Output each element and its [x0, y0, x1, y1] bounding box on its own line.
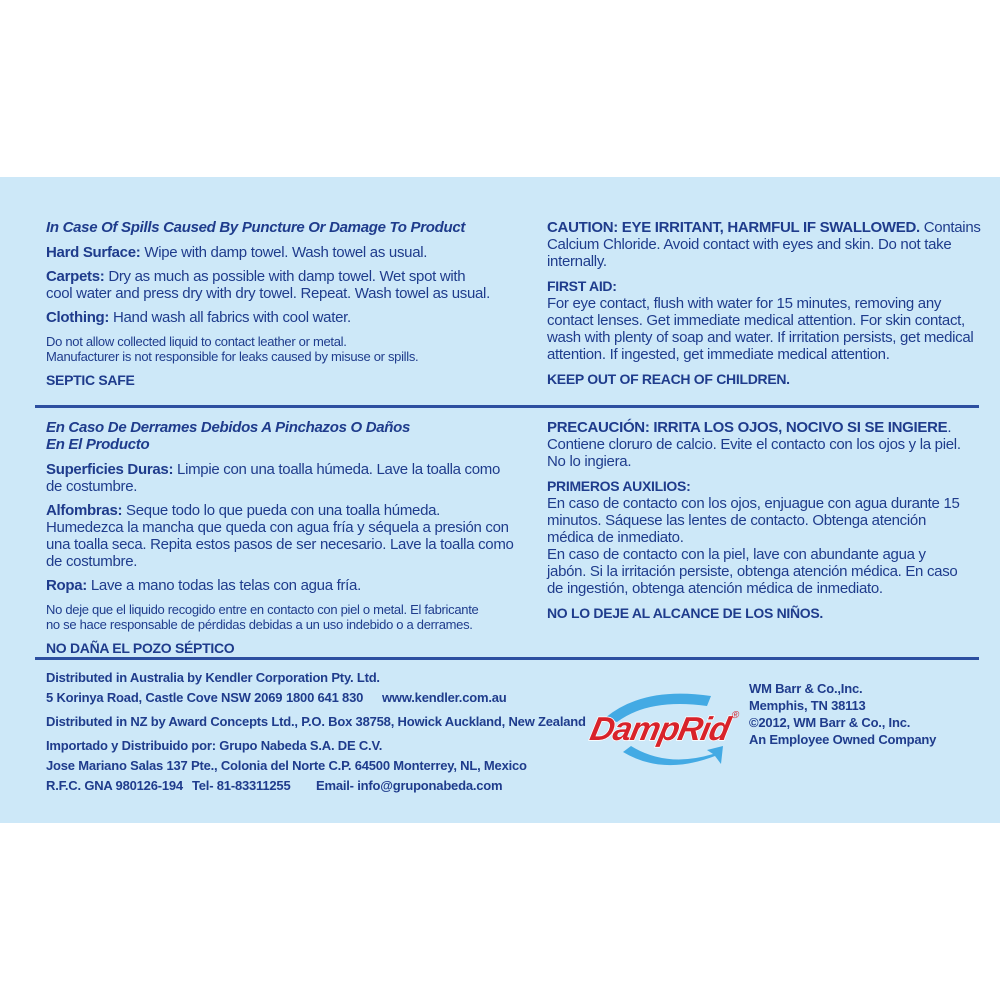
nz-distributor: Distributed in NZ by Award Concepts Ltd., P.O. Box 38758, Howick Auckland, New Zealand — [46, 714, 586, 729]
company-tagline: An Employee Owned Company — [749, 732, 937, 747]
mx-importer: Importado y Distribuido por: Grupo Nabeda S.A. DE C.V. — [46, 738, 383, 753]
company-city: Memphis, TN 38113 — [749, 698, 866, 713]
mx-tel: Tel- 81-83311255 — [192, 778, 291, 793]
au-phone: 1800 641 830 — [286, 690, 364, 705]
spanish-caution-section — [547, 419, 987, 622]
spanish-hard-surface: Superficies Duras: Limpie con una toalla húmeda. Lave la toalla como de costumbre. — [46, 461, 501, 495]
english-spill-section — [46, 219, 496, 389]
divider-top — [35, 405, 979, 408]
spanish-spill-section — [46, 419, 526, 657]
english-keep-out: KEEP OUT OF REACH OF CHILDREN. — [547, 371, 790, 387]
distribution-section — [46, 668, 586, 796]
damprid-wordmark: DampRid® — [587, 710, 741, 747]
english-carpets: Carpets: Dry as much as possible with damp towel. Wet spot with cool water and press dry with dry towel. Repeat. Wash towel as usual. — [46, 268, 490, 302]
english-septic-safe: SEPTIC SAFE — [46, 372, 135, 388]
english-note-2: Manufacturer is not responsible for leaks caused by misuse or spills. — [46, 349, 419, 364]
english-note-1: Do not allow collected liquid to contact leather or metal. — [46, 334, 347, 349]
au-contact-line — [46, 688, 586, 708]
au-web: www.kendler.com.au — [382, 690, 507, 705]
spanish-carpets: Alfombras: Seque todo lo que pueda con una toalla húmeda. Humedezca la mancha que queda con agua fría y séquela a presión con una toalla seca. Repita estos pasos de ser necesario. Lave la toalla como de costumbre. — [46, 502, 514, 570]
spanish-caution-heading: PRECAUCIÓN: IRRITA LOS OJOS, NOCIVO SI SE INGIERE. — [547, 419, 952, 436]
spanish-clothing: Ropa: Lave a mano todas las telas con agua fría. — [46, 577, 361, 594]
english-first-aid-label: FIRST AID: — [547, 278, 617, 294]
english-hard-surface: Hard Surface: Wipe with damp towel. Wash towel as usual. — [46, 244, 428, 261]
spanish-keep-out: NO LO DEJE AL ALCANCE DE LOS NIÑOS. — [547, 605, 824, 621]
spanish-note-1: No deje que el liquido recogido entre en contacto con piel o metal. El fabricante — [46, 602, 479, 617]
spanish-first-aid-text-1: En caso de contacto con los ojos, enjuague con agua durante 15 minutos. Sáquese las lentes de contacto. Obtenga atención médica de inmediato. — [547, 495, 960, 546]
english-first-aid-text: For eye contact, flush with water for 15 minutes, removing any contact lenses. Get immediate medical attention. For skin contact, wash with plenty of soap and water. If irritation persists, get medical attention. If ingested, get immediate medical attention. — [547, 295, 974, 363]
mx-email: Email- info@gruponabeda.com — [316, 778, 503, 793]
damprid-logo — [583, 680, 743, 780]
english-clothing: Clothing: Hand wash all fabrics with cool water. — [46, 309, 351, 326]
mx-rfc: R.F.C. GNA 980126-194 — [46, 778, 183, 793]
divider-bottom — [35, 657, 979, 660]
mx-address: Jose Mariano Salas 137 Pte., Colonia del Norte C.P. 64500 Monterrey, NL, Mexico — [46, 758, 527, 773]
mx-contact-line — [46, 776, 586, 796]
english-caution-section — [547, 219, 987, 388]
spanish-spill-heading-1: En Caso De Derrames Debidos A Pinchazos O Daños — [46, 419, 411, 436]
spanish-septic-safe: NO DAÑA EL POZO SÉPTICO — [46, 640, 235, 656]
spanish-note-2: no se hace responsable de pérdidas debidas a un uso indebido o a derrames. — [46, 617, 473, 632]
english-caution: CAUTION: EYE IRRITANT, HARMFUL IF SWALLOWED. Contains Calcium Chloride. Avoid contact with eyes and skin. Do not take internally. — [547, 219, 981, 270]
company-name: WM Barr & Co.,Inc. — [749, 681, 863, 696]
spanish-caution-text: Contiene cloruro de calcio. Evite el contacto con los ojos y la piel. No lo ingiera. — [547, 436, 961, 470]
spanish-first-aid-text-2: En caso de contacto con la piel, lave con abundante agua y jabón. Si la irritación persiste, obtenga atención médica. En caso de ingestión, obtenga atención médica de inmediato. — [547, 546, 958, 597]
spanish-spill-heading-2: En El Producto — [46, 436, 150, 453]
company-section — [749, 680, 979, 748]
spanish-first-aid-label: PRIMEROS AUXILIOS: — [547, 478, 691, 494]
english-spill-heading: In Case Of Spills Caused By Puncture Or Damage To Product — [46, 219, 466, 236]
au-distributor: Distributed in Australia by Kendler Corporation Pty. Ltd. — [46, 670, 380, 685]
au-address: 5 Korinya Road, Castle Cove NSW 2069 — [46, 690, 283, 705]
company-copyright: ©2012, WM Barr & Co., Inc. — [749, 715, 911, 730]
